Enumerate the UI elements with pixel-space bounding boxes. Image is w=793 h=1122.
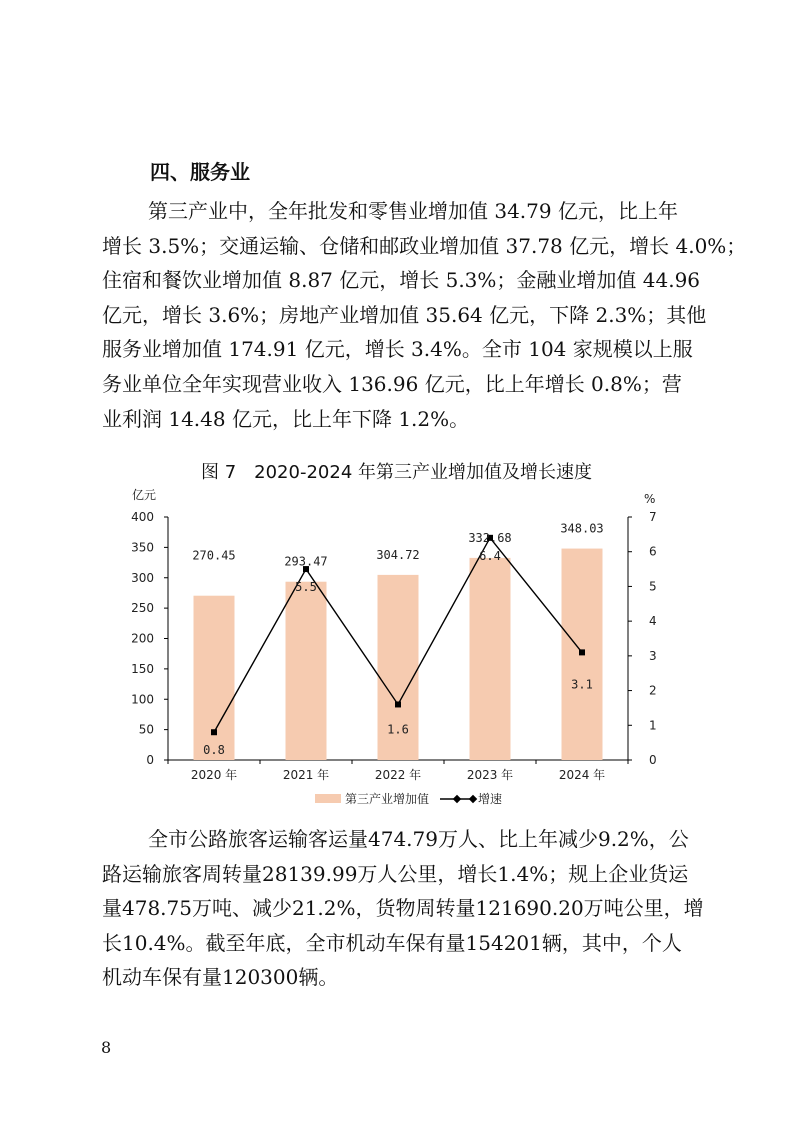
paragraph-line: 服务业增加值 174.91 亿元，增长 3.4%。全市 104 家规模以上服 <box>102 337 693 362</box>
legend-line-marker <box>453 795 461 803</box>
right-tick-label: 6 <box>649 544 657 559</box>
left-tick-label: 250 <box>131 601 154 616</box>
left-tick-label: 350 <box>131 540 154 555</box>
legend-bar-label: 第三产业增加值 <box>345 792 430 806</box>
legend-line-marker <box>469 795 477 803</box>
right-tick-label: 2 <box>649 683 657 698</box>
page-number: 8 <box>101 1038 112 1057</box>
paragraph-line: 路运输旅客周转量28139.99万人公里，增长1.4%；规上企业货运 <box>102 861 689 886</box>
bar-value-label: 270.45 <box>192 548 236 563</box>
right-tick-label: 5 <box>649 579 657 594</box>
paragraph-line: 务业单位全年实现营业收入 136.96 亿元，比上年增长 0.8%；营 <box>102 371 682 396</box>
x-tick-label: 2023 年 <box>466 768 514 782</box>
legend-line-label: 增速 <box>478 792 503 806</box>
section-heading: 四、服务业 <box>150 160 250 184</box>
right-tick-label: 1 <box>649 718 657 733</box>
growth-value-label: 1.6 <box>387 722 409 737</box>
bar-value-label: 293.47 <box>284 554 328 569</box>
x-tick-label: 2021 年 <box>282 768 330 782</box>
growth-value-label: 5.5 <box>295 580 317 595</box>
paragraph-line: 量478.75万吨、减少21.2%，货物周转量121690.20万吨公里，增 <box>102 896 704 921</box>
right-tick-label: 3 <box>649 648 657 663</box>
paragraph-line: 业利润 14.48 亿元，比上年下降 1.2%。 <box>102 406 470 431</box>
paragraph-transport <box>102 822 704 995</box>
paragraph-line: 亿元，增长 3.6%；房地产业增加值 35.64 亿元，下降 2.3%；其他 <box>102 302 707 327</box>
right-tick-label: 0 <box>649 753 657 767</box>
growth-marker <box>211 729 217 735</box>
paragraph-line: 机动车保有量120300辆。 <box>102 965 339 990</box>
bar-value-label: 348.03 <box>560 521 604 536</box>
bar <box>194 596 235 760</box>
paragraph-line: 全市公路旅客运输客运量474.79万人、比上年减少9.2%，公 <box>148 827 689 851</box>
bar-value-label: 304.72 <box>376 547 420 562</box>
x-tick-label: 2024 年 <box>558 768 606 782</box>
paragraph-line: 第三产业中，全年批发和零售业增加值 34.79 亿元，比上年 <box>148 199 678 223</box>
growth-value-label: 6.4 <box>479 548 501 563</box>
growth-value-label: 0.8 <box>203 743 225 758</box>
left-tick-label: 100 <box>131 692 154 707</box>
right-axis-unit: % <box>644 492 656 506</box>
bar <box>286 582 327 760</box>
left-tick-label: 400 <box>131 510 154 524</box>
right-tick-label: 7 <box>649 510 657 524</box>
growth-marker <box>395 701 401 707</box>
figure-title: 图 7 2020-2024 年第三产业增加值及增长速度 <box>200 462 592 483</box>
right-tick-label: 4 <box>649 614 657 629</box>
left-tick-label: 0 <box>146 753 154 767</box>
bar <box>470 558 511 760</box>
bar-value-label: 332.68 <box>468 530 512 545</box>
left-tick-label: 150 <box>131 661 154 676</box>
growth-value-label: 3.1 <box>571 677 593 692</box>
paragraph-line: 长10.4%。截至年底，全市机动车保有量154201辆，其中，个人 <box>102 930 682 955</box>
x-tick-label: 2020 年 <box>190 768 238 782</box>
paragraph-line: 增长 3.5%；交通运输、仓储和邮政业增加值 37.78 亿元，增长 4.0%； <box>102 233 747 258</box>
left-tick-label: 300 <box>131 570 154 585</box>
left-axis-unit: 亿元 <box>132 488 157 502</box>
left-tick-label: 50 <box>138 722 154 737</box>
paragraph-line: 住宿和餐饮业增加值 8.87 亿元，增长 5.3%；金融业增加值 44.96 <box>102 268 701 293</box>
growth-marker <box>579 649 585 655</box>
x-tick-label: 2022 年 <box>374 768 422 782</box>
legend-bar-swatch <box>315 794 341 803</box>
left-tick-label: 200 <box>131 631 154 646</box>
